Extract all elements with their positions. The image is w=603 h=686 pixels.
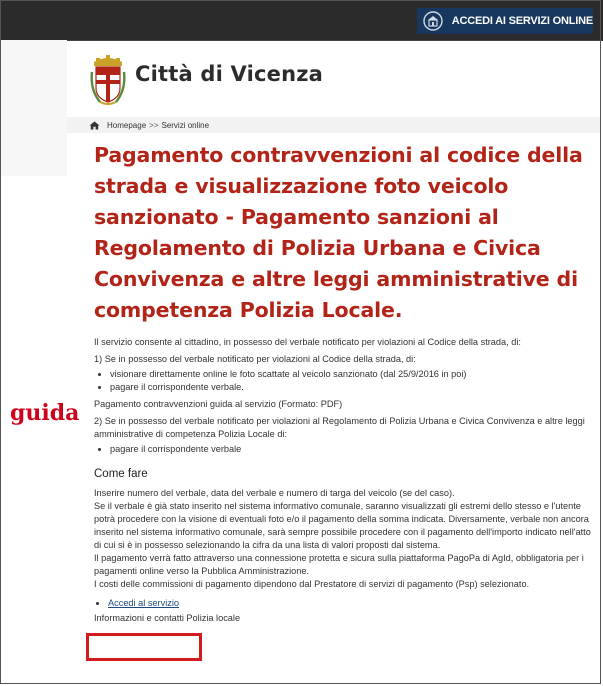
guide-link[interactable]: Pagamento contravvenzioni guida al servizio (Formato: PDF) [94, 399, 343, 409]
intro-text: Il servizio consente al cittadino, in possesso del verbale notificato per violazioni al Codice della strada, di: [94, 337, 521, 347]
contacts-link[interactable]: Informazioni e contatti Polizia locale [94, 613, 241, 623]
annotation-label: guida [10, 400, 80, 426]
breadcrumb-online-services[interactable]: Servizi online [161, 120, 210, 130]
how-line: I costi delle commissioni di pagamento dipendono dal Prestatore di servizi di pagamento (Psp) selezionato. [94, 579, 530, 589]
how-title: Come fare [94, 468, 148, 480]
how-line: Inserire numero del verbale, data del verbale e numero di targa del veicolo (se del caso). [94, 488, 455, 498]
breadcrumb-separator: >> [149, 120, 159, 130]
section1-text: 1) Se in possesso del verbale notificato per violazioni al Codice della strada, di: [94, 354, 416, 364]
breadcrumb-home[interactable]: Homepage [107, 120, 147, 130]
access-button-label: ACCEDI AI SERVIZI ONLINE [451, 15, 593, 27]
how-line: Se il verbale è già stato inserito nel sistema informativo comunale, saranno visualizzati gli estremi dello stesso e l'utente potrà procedere con la visione di eventuali foto e/o il pagamento della somma indicata. Diversamente, verbale non ancora inserito nel sistema informativo comunale, sarà sempre possibile procedere con il pagamento dell'importo indicato nell'atto di cui si è in possesso selezionando la cifra da una lista di valori proposti dal sistema. [94, 501, 591, 550]
how-line: Il pagamento verrà fatto attraverso una connessione protetta e sicura sulla piattaforma PagoPa di AgId, obbligatoria per i pagamenti online verso la Pubblica Amministrazione. [94, 553, 584, 576]
section2-text: 2) Se in possesso del verbale notificato per violazioni al Regolamento di Polizia Urbana e Civica Convivenza e altre leggi amministrative di competenza Polizia Locale di: [94, 416, 585, 439]
list-item: • pagare il corrispondente verbale. [110, 381, 600, 394]
access-service-link[interactable]: Accedi al servizio [108, 598, 179, 608]
list-item: • pagare il corrispondente verbale [110, 443, 600, 456]
list-item: • visionare direttamente online le foto scattate al veicolo sanzionato (dal 25/9/2016 in poi) [110, 368, 600, 381]
page-title: Pagamento contravvenzioni al codice della strada e visualizzazione foto veicolo sanzionato - Pagamento sanzioni al Regolamento di Polizia Urbana e Civica Convivenza e altre leggi amministrative di competenza Polizia Locale. [94, 143, 583, 322]
city-name: Città di Vicenza [135, 62, 324, 86]
